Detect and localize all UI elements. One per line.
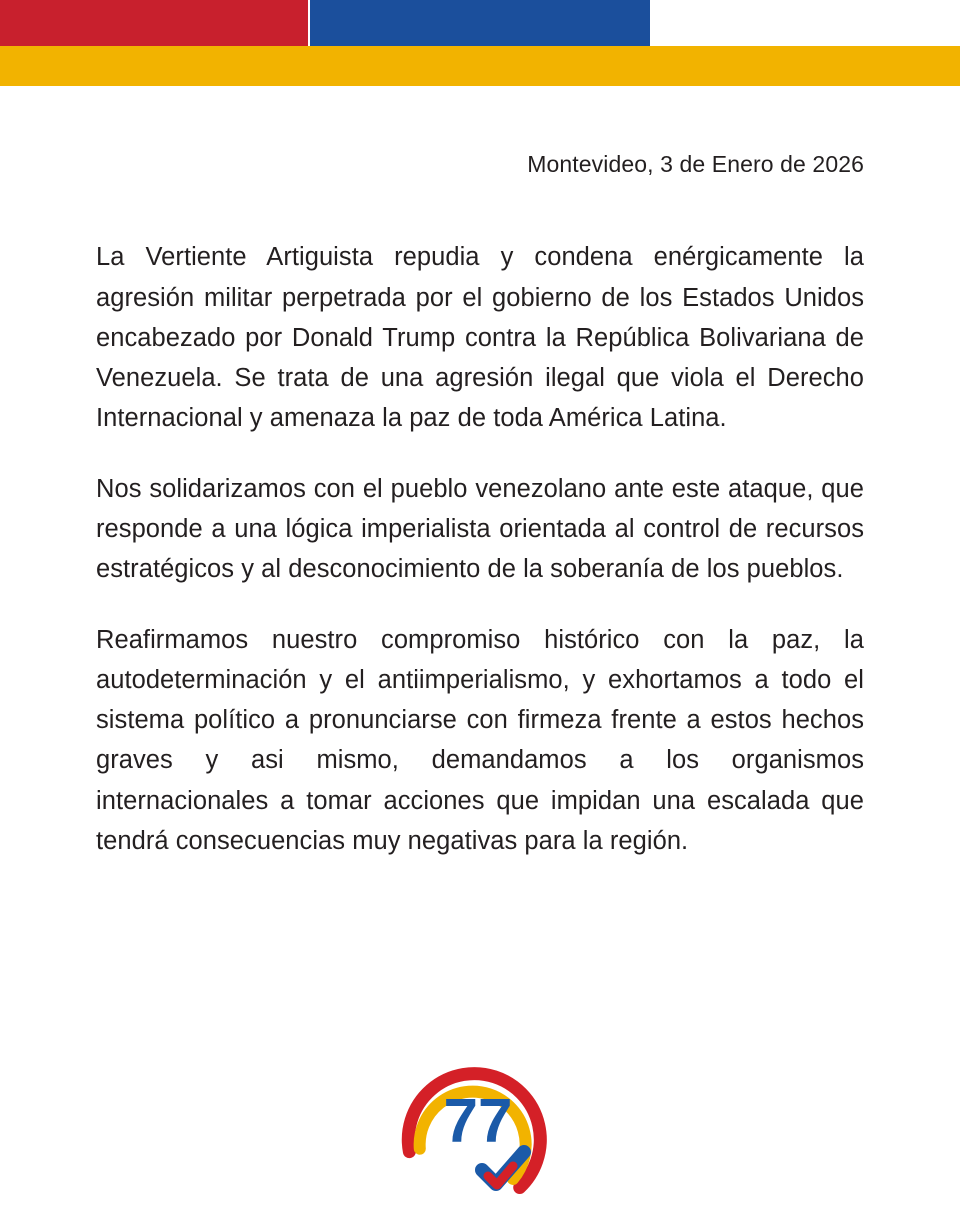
flag-banner (0, 0, 960, 86)
date-line: Montevideo, 3 de Enero de 2026 (527, 151, 864, 177)
banner-stripe-yellow (0, 46, 960, 86)
paragraph-2: Nos solidarizamos con el pueblo venezolano ante este ataque, que responde a una lógica imperialista orientada al control de recursos estratégicos y al desconocimiento de la soberanía de los pueblos. (96, 474, 864, 584)
banner-stripe-blue (310, 0, 650, 46)
logo-area (0, 1040, 960, 1210)
paragraph-3: Reafirmamos nuestro compromiso histórico con la paz, la autodeterminación y el antiimperialismo, y exhortamos a todo el sistema político a pronunciarse con firmeza frente a estos hechos graves y asi mismo, demandamos a los organismos internacionales a tomar acciones que impidan una escalada que tendrá consecuencias muy negativas para la región. (96, 625, 864, 855)
paragraph-1: La Vertiente Artiguista repudia y condena enérgicamente la agresión militar perpetrada por el gobierno de los Estados Unidos encabezado por Donald Trump contra la República Bolivariana de Venezuela. Se trata de una agresión ilegal que viola el Derecho Internacional y amenaza la paz de toda América Latina. (96, 243, 864, 433)
banner-stripe-white (650, 0, 960, 46)
statement-document (0, 86, 960, 861)
logo-number: 77 (443, 1087, 513, 1156)
banner-stripe-red (0, 0, 308, 46)
vertiente-artiguista-77-logo-icon (390, 1040, 570, 1210)
